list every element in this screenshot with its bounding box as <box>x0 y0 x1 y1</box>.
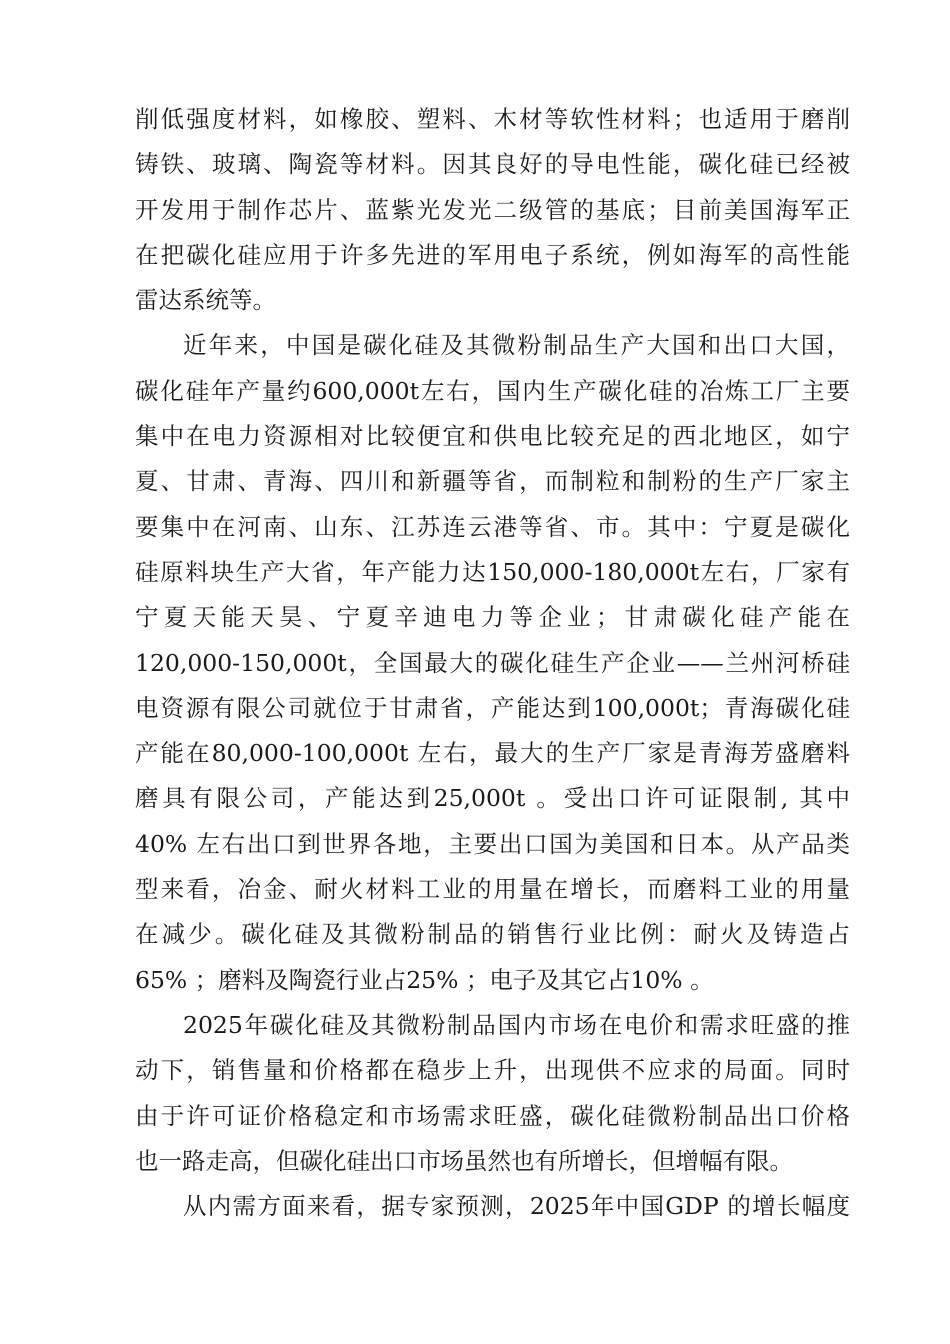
text-line: 要集中在河南、山东、江苏连云港等省、市。其中：宁夏是碳化 <box>135 512 850 541</box>
text-line: 近年来，中国是碳化硅及其微粉制品生产大国和出口大国， <box>183 331 850 360</box>
text-line: 开发用于制作芯片、蓝紫光发光二级管的基底；目前美国海军正 <box>135 195 850 224</box>
text-line: 碳化硅年产量约600,000t左右，国内生产碳化硅的冶炼工厂主要 <box>135 376 850 405</box>
text-line: 电资源有限公司就位于甘肃省，产能达到100,000t；青海碳化硅 <box>135 693 850 722</box>
text-line: 120,000-150,000t，全国最大的碳化硅生产企业——兰州河桥硅 <box>135 648 850 677</box>
text-line: 削低强度材料，如橡胶、塑料、木材等软性材料；也适用于磨削 <box>135 105 850 133</box>
text-line: 2025年碳化硅及其微粉制品国内市场在电价和需求旺盛的推 <box>183 1010 850 1039</box>
text-line: 动下，销售量和价格都在稳步上升，出现供不应求的局面。同时 <box>135 1056 850 1085</box>
text-line: 硅原料块生产大省，年产能力达150,000-180,000t左右，厂家有 <box>135 557 850 586</box>
text-line: 集中在电力资源相对比较便宜和供电比较充足的西北地区，如宁 <box>135 422 850 451</box>
text-line: 在减少。碳化硅及其微粉制品的销售行业比例：耐火及铸造占 <box>135 920 850 949</box>
text-line: 65% ；磨料及陶瓷行业占25% ；电子及其它占10% 。 <box>135 965 714 994</box>
text-line: 雷达系统等。 <box>135 286 276 315</box>
text-line: 从内需方面来看，据专家预测，2025年中国GDP 的增长幅度 <box>183 1192 850 1221</box>
text-line: 40% 左右出口到世界各地，主要出口国为美国和日本。从产品类 <box>135 829 850 858</box>
body-text <box>135 97 850 1229</box>
text-line: 宁夏天能天昊、宁夏辛迪电力等企业；甘肃碳化硅产能在 <box>135 603 850 632</box>
text-line: 磨具有限公司，产能达到25,000t 。受出口许可证限制, 其中 <box>135 784 850 813</box>
text-line: 也一路走高，但碳化硅出口市场虽然也有所增长，但增幅有限。 <box>135 1146 793 1175</box>
text-line: 铸铁、玻璃、陶瓷等材料。因其良好的导电性能，碳化硅已经被 <box>135 150 850 179</box>
text-line: 型来看，冶金、耐火材料工业的用量在增长，而磨料工业的用量 <box>135 875 850 904</box>
text-line: 由于许可证价格稳定和市场需求旺盛，碳化硅微粉制品出口价格 <box>135 1101 850 1130</box>
text-line: 产能在80,000-100,000t 左右，最大的生产厂家是青海芳盛磨料 <box>135 739 850 768</box>
text-line: 夏、甘肃、青海、四川和新疆等省，而制粒和制粉的生产厂家主 <box>135 467 850 496</box>
text-line: 在把碳化硅应用于许多先进的军用电子系统，例如海军的高性能 <box>135 240 850 269</box>
